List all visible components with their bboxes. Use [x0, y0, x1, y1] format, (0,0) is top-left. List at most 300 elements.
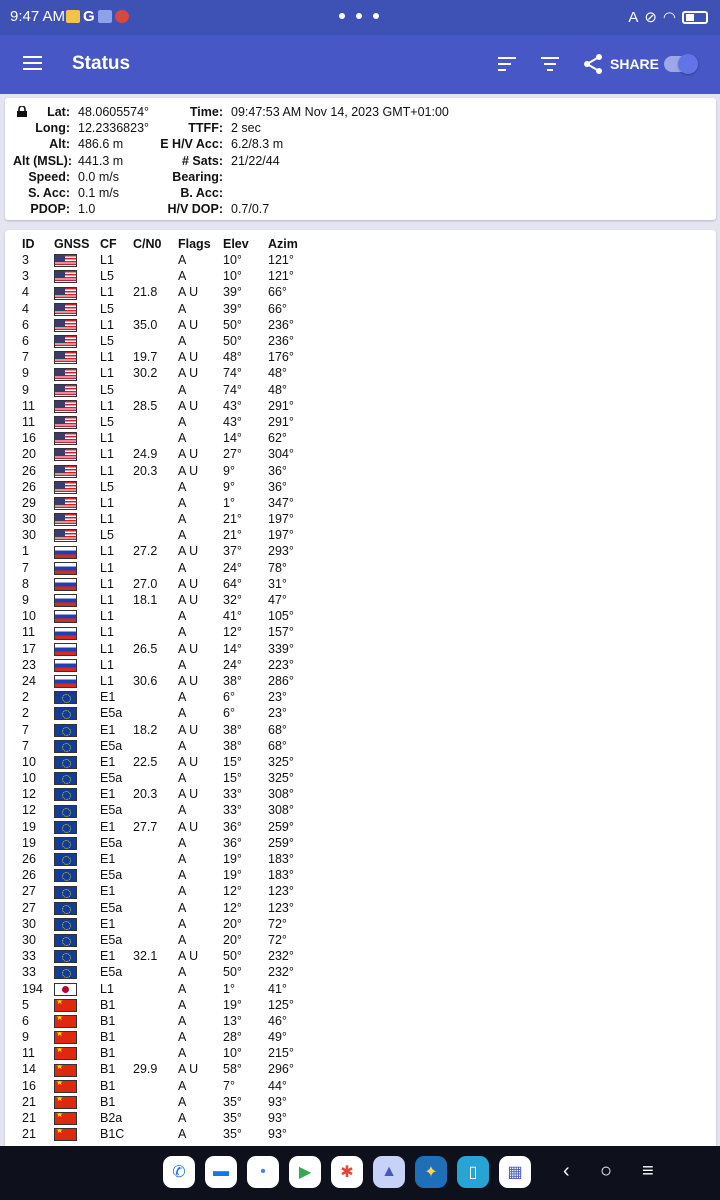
table-cell: E5a [100, 835, 123, 850]
gps-toggle[interactable] [664, 56, 696, 72]
table-cell: 62° [268, 431, 287, 446]
table-cell: A [178, 1111, 187, 1126]
table-row [22, 365, 318, 381]
column-header[interactable]: ID [22, 236, 35, 251]
table-row [22, 641, 318, 657]
table-cell: 1° [223, 495, 235, 510]
table-cell [133, 883, 178, 899]
table-cell: 2 [22, 690, 29, 705]
flag-us-icon [54, 384, 77, 397]
table-cell: 20.3 [133, 787, 158, 802]
table-cell: A [178, 301, 187, 316]
fix-label: Time: [189, 105, 223, 119]
flag-eu-icon [54, 691, 77, 704]
flag-us-icon [54, 254, 77, 267]
table-cell: A [178, 414, 187, 429]
table-cell: 10 [22, 754, 36, 769]
table-row [22, 317, 318, 333]
table-cell: 2 [22, 706, 29, 721]
flag-eu-icon [54, 788, 77, 801]
fix-label: Bearing: [172, 169, 223, 184]
flag-us-icon [54, 529, 77, 542]
table-cell: 26 [22, 868, 36, 883]
gnss-cell [54, 835, 100, 851]
table-cell: L1 [100, 625, 114, 640]
table-cell: B1C [100, 1127, 125, 1142]
fix-row [13, 104, 149, 120]
flag-us-icon [54, 270, 77, 283]
table-cell: 18.2 [133, 722, 158, 737]
launcher-app-icon[interactable]: ✦ [415, 1156, 447, 1188]
page-title: Status [72, 53, 131, 74]
table-cell: A [178, 997, 187, 1012]
table-cell: L5 [100, 382, 114, 397]
table-cell: A [178, 1094, 187, 1109]
play-store-icon[interactable]: ▶ [289, 1156, 321, 1188]
flag-us-icon [54, 513, 77, 526]
gnss-cell [54, 624, 100, 640]
table-cell: 72° [268, 932, 287, 947]
table-cell: L5 [100, 479, 114, 494]
gnss-cell [54, 608, 100, 624]
table-row [22, 900, 318, 916]
table-cell: E1 [100, 819, 116, 834]
column-header[interactable]: Flags [178, 236, 211, 251]
table-row [22, 1078, 318, 1094]
app-toolbar [0, 35, 720, 94]
flag-us-icon [54, 448, 77, 461]
table-cell: A U [178, 544, 199, 559]
flag-us-icon [54, 465, 77, 478]
table-cell: 19° [223, 868, 242, 883]
table-cell: A U [178, 949, 199, 964]
clock: 9:47 AM [10, 8, 66, 25]
table-row [22, 608, 318, 624]
table-cell: L1 [100, 253, 114, 268]
table-cell: L1 [100, 673, 114, 688]
table-cell [133, 851, 178, 867]
fix-label: TTFF: [188, 121, 223, 136]
table-cell [133, 511, 178, 527]
gallery-app-icon[interactable]: ▲ [373, 1156, 405, 1188]
battery-icon [682, 11, 708, 24]
table-cell: 58° [223, 1062, 242, 1077]
table-row [22, 414, 318, 430]
table-cell: A [178, 835, 187, 850]
table-cell [133, 268, 178, 284]
sort-icon[interactable] [498, 57, 516, 75]
table-cell: L1 [100, 981, 114, 996]
table-cell [133, 560, 178, 576]
table-cell: A [178, 1046, 187, 1061]
gnss-cell [54, 462, 100, 478]
table-cell: 9 [22, 1030, 29, 1045]
table-cell: 49° [268, 1030, 287, 1045]
table-row [22, 932, 318, 948]
fix-row [151, 153, 449, 169]
table-row [22, 462, 318, 478]
table-cell: 7 [22, 350, 29, 365]
fix-label: S. Acc: [28, 185, 70, 200]
table-cell: E5a [100, 900, 123, 915]
table-cell: 339° [268, 641, 294, 656]
gnss-cell [54, 1094, 100, 1110]
table-row [22, 333, 318, 349]
table-cell: 93° [268, 1127, 287, 1142]
messages-app-icon[interactable]: ▬ [205, 1156, 237, 1188]
table-cell: A U [178, 366, 199, 381]
table-cell [133, 495, 178, 511]
table-cell: 21 [22, 1127, 36, 1142]
gnss-cell [54, 1078, 100, 1094]
table-cell: 20° [223, 932, 242, 947]
table-cell: 26 [22, 852, 36, 867]
google-icon: G [83, 8, 95, 25]
more-dots-icon[interactable] [339, 13, 379, 19]
table-cell: 44° [268, 1078, 287, 1093]
table-cell: A [178, 495, 187, 510]
table-cell: 11 [22, 414, 35, 429]
gnss-cell [54, 495, 100, 511]
table-cell: 20° [223, 916, 242, 931]
flag-eu-icon [54, 902, 77, 915]
flag-eu-icon [54, 918, 77, 931]
table-cell: 21° [223, 528, 242, 543]
column-header[interactable]: Elev [223, 236, 249, 251]
share-button[interactable] [582, 53, 659, 75]
table-cell [133, 657, 178, 673]
table-cell: 50° [223, 334, 242, 349]
fix-value: 0.0 m/s [78, 169, 119, 184]
table-cell: 68° [268, 722, 287, 737]
table-cell: E5a [100, 803, 123, 818]
table-cell: A [178, 479, 187, 494]
table-row [22, 527, 318, 543]
gnss-cell [54, 560, 100, 576]
gnss-cell [54, 641, 100, 657]
photos-app-icon[interactable]: ✱ [331, 1156, 363, 1188]
table-cell: A U [178, 641, 199, 656]
table-cell: 27 [22, 900, 36, 915]
files-app-icon[interactable]: ▯ [457, 1156, 489, 1188]
table-cell: L1 [100, 576, 114, 591]
table-cell: 194 [22, 981, 43, 996]
gnss-cell [54, 964, 100, 980]
table-row [22, 479, 318, 495]
flag-eu-icon [54, 966, 77, 979]
table-cell: 27.0 [133, 576, 158, 591]
table-cell: 308° [268, 787, 294, 802]
table-cell: 21.8 [133, 285, 158, 300]
table-cell: 43° [223, 414, 242, 429]
fix-row [151, 120, 449, 136]
table-cell: 68° [268, 738, 287, 753]
table-cell: 36° [223, 819, 242, 834]
fix-value: 0.1 m/s [78, 185, 119, 200]
table-cell: 93° [268, 1111, 287, 1126]
table-cell: 35° [223, 1127, 242, 1142]
table-cell [133, 382, 178, 398]
gnss-cell [54, 754, 100, 770]
back-button[interactable]: ‹ [563, 1160, 570, 1182]
table-cell: 10 [22, 609, 36, 624]
gnss-cell [54, 1126, 100, 1142]
table-cell: 105° [268, 609, 294, 624]
table-cell [133, 430, 178, 446]
flag-eu-icon [54, 805, 77, 818]
table-cell: 41° [223, 609, 242, 624]
table-cell: 236° [268, 317, 294, 332]
column-header[interactable]: C/N0 [133, 236, 162, 251]
fix-value: 441.3 m [78, 153, 124, 168]
accessibility-icon: A [628, 8, 639, 26]
table-cell: L1 [100, 285, 114, 300]
fix-right-column [151, 104, 449, 217]
table-cell: A [178, 431, 187, 446]
table-cell: 20 [22, 447, 36, 462]
gnss-cell [54, 867, 100, 883]
table-cell: A U [178, 317, 199, 332]
table-cell: E1 [100, 722, 116, 737]
gnss-cell [54, 511, 100, 527]
gnss-cell [54, 689, 100, 705]
table-cell: L5 [100, 301, 114, 316]
table-cell [133, 932, 178, 948]
table-cell: A [178, 560, 187, 575]
table-cell: L1 [100, 657, 114, 672]
table-cell: 6 [22, 334, 29, 349]
table-cell: 39° [223, 301, 242, 316]
table-cell: 11 [22, 1046, 35, 1061]
table-cell: 176° [268, 350, 294, 365]
table-row [22, 802, 318, 818]
table-header [22, 235, 318, 252]
table-row [22, 867, 318, 883]
flag-eu-icon [54, 772, 77, 785]
table-row [22, 624, 318, 640]
fix-label: Long: [35, 121, 70, 136]
table-cell: L1 [100, 447, 114, 462]
table-cell: L1 [100, 431, 114, 446]
table-cell: A [178, 981, 187, 996]
table-cell: A [178, 771, 187, 786]
gnss-cell [54, 382, 100, 398]
table-cell: L1 [100, 463, 114, 478]
table-cell: 7 [22, 722, 29, 737]
table-cell [133, 479, 178, 495]
table-cell: E1 [100, 949, 116, 964]
table-cell: 74° [223, 382, 242, 397]
table-cell: 259° [268, 835, 294, 850]
table-cell: 18.1 [133, 593, 158, 608]
table-cell: B1 [100, 1062, 116, 1077]
fix-row [13, 169, 149, 185]
fix-row [151, 104, 449, 120]
gnss-cell [54, 1061, 100, 1077]
fix-row [13, 185, 149, 201]
table-cell: 48° [223, 350, 242, 365]
table-row [22, 948, 318, 964]
table-cell: L5 [100, 269, 114, 284]
menu-icon[interactable] [23, 56, 42, 70]
flag-us-icon [54, 368, 77, 381]
table-cell: A U [178, 819, 199, 834]
flag-us-icon [54, 351, 77, 364]
table-cell: A [178, 803, 187, 818]
gnss-cell [54, 446, 100, 462]
table-cell: 24° [223, 657, 242, 672]
table-cell: 35.0 [133, 317, 158, 332]
gnss-cell [54, 738, 100, 754]
table-cell: 33 [22, 965, 36, 980]
app-drawer-icon[interactable]: ▦ [499, 1156, 531, 1188]
assistant-app-icon[interactable]: • [247, 1156, 279, 1188]
table-row [22, 576, 318, 592]
column-header[interactable]: CF [100, 236, 117, 251]
flag-eu-icon [54, 837, 77, 850]
table-cell: 121° [268, 253, 294, 268]
table-cell: 3 [22, 269, 29, 284]
table-cell: B1 [100, 1046, 116, 1061]
table-row [22, 738, 318, 754]
table-cell: A U [178, 447, 199, 462]
flag-ru-icon [54, 610, 77, 623]
weather-icon [66, 10, 80, 23]
table-cell: 6 [22, 317, 29, 332]
table-cell: 291° [268, 398, 294, 413]
column-header[interactable]: Azim [268, 236, 298, 251]
table-cell [133, 835, 178, 851]
gnss-cell [54, 948, 100, 964]
table-row [22, 705, 318, 721]
table-cell: 43° [223, 398, 242, 413]
table-cell [133, 1110, 178, 1126]
table-row [22, 446, 318, 462]
table-cell: 14° [223, 641, 242, 656]
fix-left-column [13, 104, 149, 217]
table-cell: A [178, 512, 187, 527]
table-cell: 9 [22, 366, 29, 381]
home-button[interactable]: ○ [600, 1160, 613, 1182]
table-cell [133, 1029, 178, 1045]
table-cell: 46° [268, 1013, 287, 1028]
table-cell: 308° [268, 803, 294, 818]
table-cell [133, 1045, 178, 1061]
flag-eu-icon [54, 756, 77, 769]
table-cell: 6 [22, 1013, 29, 1028]
flag-jp-icon [54, 983, 77, 996]
table-cell: A [178, 609, 187, 624]
table-cell: 347° [268, 495, 294, 510]
table-cell: 35° [223, 1094, 242, 1109]
table-cell: 27.7 [133, 819, 158, 834]
table-cell: 38° [223, 673, 242, 688]
table-cell: 13° [223, 1013, 242, 1028]
gnss-cell [54, 851, 100, 867]
table-cell: 296° [268, 1062, 294, 1077]
table-cell: 30.6 [133, 673, 158, 688]
table-cell: 39° [223, 285, 242, 300]
table-cell: 291° [268, 414, 294, 429]
table-cell: 66° [268, 301, 287, 316]
table-cell: A [178, 690, 187, 705]
gnss-cell [54, 414, 100, 430]
share-icon [582, 53, 604, 75]
wifi-icon: ◠ [662, 9, 676, 26]
fix-label: E H/V Acc: [160, 137, 223, 152]
table-cell: 10 [22, 771, 36, 786]
gnss-cell [54, 980, 100, 996]
gnss-cell [54, 284, 100, 300]
table-cell: E1 [100, 754, 116, 769]
gnss-cell [54, 268, 100, 284]
table-cell: A [178, 1013, 187, 1028]
table-cell: A [178, 334, 187, 349]
table-cell: 28.5 [133, 398, 158, 413]
flag-us-icon [54, 319, 77, 332]
fix-label: # Sats: [182, 153, 223, 168]
location-fix-card [5, 98, 716, 220]
gnss-cell [54, 349, 100, 365]
table-cell: L1 [100, 317, 114, 332]
fix-label: Speed: [28, 169, 70, 184]
flag-us-icon [54, 497, 77, 510]
table-cell: 121° [268, 269, 294, 284]
flag-ru-icon [54, 594, 77, 607]
fix-value: 09:47:53 AM Nov 14, 2023 GMT+01:00 [231, 105, 449, 119]
fix-label: Lat: [47, 105, 70, 119]
gnss-cell [54, 1029, 100, 1045]
gnss-cell [54, 932, 100, 948]
gnss-cell [54, 997, 100, 1013]
table-row [22, 883, 318, 899]
table-cell: 30 [22, 932, 36, 947]
table-cell: E1 [100, 787, 116, 802]
table-cell: A [178, 852, 187, 867]
share-label: SHARE [610, 56, 660, 72]
flag-ru-icon [54, 578, 77, 591]
table-cell: 14° [223, 431, 242, 446]
gallery-icon [98, 10, 112, 23]
table-row [22, 964, 318, 980]
flag-cn-icon [54, 1112, 77, 1125]
table-cell: 41° [268, 981, 287, 996]
table-cell: 9 [22, 382, 29, 397]
table-cell [133, 527, 178, 543]
filter-icon[interactable] [541, 57, 559, 75]
table-cell: 232° [268, 949, 294, 964]
table-cell: A [178, 1127, 187, 1142]
table-cell: 6° [223, 706, 235, 721]
recents-button[interactable]: ≡ [642, 1160, 654, 1182]
table-cell: A [178, 900, 187, 915]
table-cell: 48° [268, 382, 287, 397]
fix-label: H/V DOP: [167, 202, 223, 217]
navigation-bar [0, 1146, 720, 1200]
flag-eu-icon [54, 724, 77, 737]
table-row [22, 835, 318, 851]
table-cell: 47° [268, 593, 287, 608]
table-cell: 22.5 [133, 754, 158, 769]
flag-us-icon [54, 432, 77, 445]
column-header[interactable]: GNSS [54, 236, 90, 251]
flag-eu-icon [54, 707, 77, 720]
fix-row [13, 136, 149, 152]
table-cell: 24 [22, 673, 36, 688]
phone-app-icon[interactable]: ✆ [163, 1156, 195, 1188]
flag-ru-icon [54, 546, 77, 559]
table-cell [133, 900, 178, 916]
